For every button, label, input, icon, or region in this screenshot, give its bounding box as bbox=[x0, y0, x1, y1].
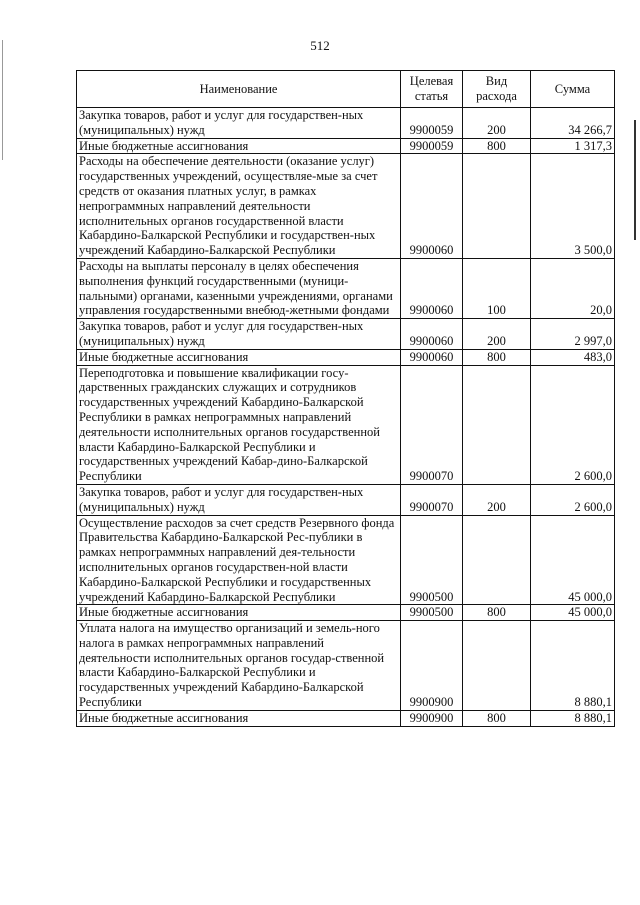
table-row bbox=[77, 258, 615, 318]
row-kind: 200 bbox=[463, 319, 531, 350]
row-name: Закупка товаров, работ и услуг для государствен-ных (муниципальных) нужд bbox=[77, 108, 401, 139]
row-name: Иные бюджетные ассигнования bbox=[77, 349, 401, 365]
row-code: 9900060 bbox=[401, 154, 463, 259]
row-kind: 800 bbox=[463, 138, 531, 154]
header-name: Наименование bbox=[77, 71, 401, 108]
row-kind: 800 bbox=[463, 349, 531, 365]
row-name: Переподготовка и повышение квалификации госу-дарственных гражданских служащих и сотрудников государственных учреждений Кабардино-Балкарской Республики в рамках непрограммных направлений деятельности исполнительных органов государственной власти Кабардино-Балкарской Республики и государственных учреждений Кабар-дино-Балкарской Республики bbox=[77, 365, 401, 484]
row-name: Закупка товаров, работ и услуг для государствен-ных (муниципальных) нужд bbox=[77, 484, 401, 515]
row-sum: 2 600,0 bbox=[531, 484, 615, 515]
table-row bbox=[77, 484, 615, 515]
table-row bbox=[77, 515, 615, 605]
table-row bbox=[77, 108, 615, 139]
row-name: Расходы на выплаты персоналу в целях обеспечения выполнения функций государственными (муници-пальными) органами, казенными учреждениями, органами управления государственными внебюд-жетными фондами bbox=[77, 258, 401, 318]
row-name: Закупка товаров, работ и услуг для государствен-ных (муниципальных) нужд bbox=[77, 319, 401, 350]
row-code: 9900900 bbox=[401, 621, 463, 711]
row-code: 9900059 bbox=[401, 108, 463, 139]
row-code: 9900500 bbox=[401, 515, 463, 605]
table-row bbox=[77, 319, 615, 350]
row-kind bbox=[463, 154, 531, 259]
scan-edge-mark bbox=[634, 120, 636, 240]
table-row bbox=[77, 138, 615, 154]
table-row bbox=[77, 349, 615, 365]
row-sum: 20,0 bbox=[531, 258, 615, 318]
row-kind bbox=[463, 515, 531, 605]
row-sum: 8 880,1 bbox=[531, 621, 615, 711]
table-row bbox=[77, 710, 615, 726]
row-sum: 2 600,0 bbox=[531, 365, 615, 484]
scan-edge-mark bbox=[2, 40, 3, 160]
row-name: Иные бюджетные ассигнования bbox=[77, 138, 401, 154]
table-row bbox=[77, 605, 615, 621]
row-sum: 8 880,1 bbox=[531, 710, 615, 726]
page-number: 512 bbox=[310, 38, 330, 53]
row-name: Иные бюджетные ассигнования bbox=[77, 605, 401, 621]
row-code: 9900070 bbox=[401, 484, 463, 515]
row-name: Осуществление расходов за счет средств Резервного фонда Правительства Кабардино-Балкарской Рес-публики в рамках непрограммных направлений дея-тельности исполнительных органов государствен-ной власти Кабардино-Балкарской Республики и государственных учреждений Кабардино-Балкарской Республики bbox=[77, 515, 401, 605]
row-code: 9900060 bbox=[401, 349, 463, 365]
row-kind: 800 bbox=[463, 605, 531, 621]
row-sum: 45 000,0 bbox=[531, 515, 615, 605]
table-row bbox=[77, 621, 615, 711]
header-code: Целевая статья bbox=[401, 71, 463, 108]
row-sum: 3 500,0 bbox=[531, 154, 615, 259]
header-sum: Сумма bbox=[531, 71, 615, 108]
table-header-row bbox=[77, 71, 615, 108]
table-row bbox=[77, 365, 615, 484]
row-kind: 800 bbox=[463, 710, 531, 726]
row-sum: 34 266,7 bbox=[531, 108, 615, 139]
row-name: Иные бюджетные ассигнования bbox=[77, 710, 401, 726]
row-sum: 483,0 bbox=[531, 349, 615, 365]
row-kind bbox=[463, 365, 531, 484]
row-sum: 2 997,0 bbox=[531, 319, 615, 350]
budget-table bbox=[76, 70, 615, 727]
row-code: 9900900 bbox=[401, 710, 463, 726]
row-code: 9900500 bbox=[401, 605, 463, 621]
row-name: Уплата налога на имущество организаций и земель-ного налога в рамках непрограммных направлений деятельности исполнительных органов государ-ственной власти Кабардино-Балкарской Республики и государственных учреждений Кабардино-Балкарской Республики bbox=[77, 621, 401, 711]
row-code: 9900060 bbox=[401, 258, 463, 318]
row-kind: 100 bbox=[463, 258, 531, 318]
header-kind: Вид расхода bbox=[463, 71, 531, 108]
row-kind bbox=[463, 621, 531, 711]
row-name: Расходы на обеспечение деятельности (оказание услуг) государственных учреждений, осуществляе-мые за счет средств от оказания платных услуг, в рамках непрограммных направлений деятельности исполнительных органов государственной власти Кабардино-Балкарской Республики и государствен-ных учреждений Кабардино-Балкарской Республики bbox=[77, 154, 401, 259]
row-code: 9900059 bbox=[401, 138, 463, 154]
row-code: 9900060 bbox=[401, 319, 463, 350]
row-code: 9900070 bbox=[401, 365, 463, 484]
row-sum: 1 317,3 bbox=[531, 138, 615, 154]
row-kind: 200 bbox=[463, 484, 531, 515]
table-row bbox=[77, 154, 615, 259]
row-kind: 200 bbox=[463, 108, 531, 139]
row-sum: 45 000,0 bbox=[531, 605, 615, 621]
